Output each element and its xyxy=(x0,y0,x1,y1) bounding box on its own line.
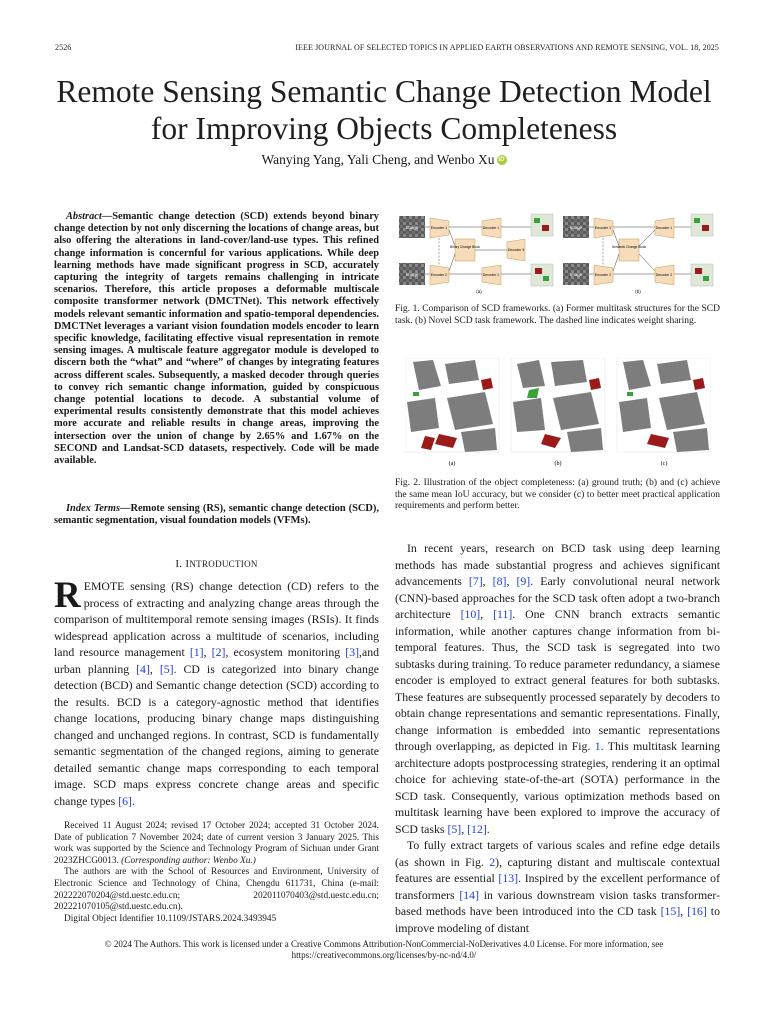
decoder-1-label: Decoder 1 xyxy=(482,226,500,230)
running-header: IEEE JOURNAL OF SELECTED TOPICS IN APPLIED EARTH OBSERVATIONS AND REMOTE SENSING, VOL. 18, 2025 xyxy=(295,43,719,52)
figure-1-panel-a xyxy=(399,214,553,294)
binary-change-label: Binary Change Block xyxy=(450,245,480,249)
index-terms-lead: Index Terms xyxy=(66,503,121,514)
semantic-change-label: Semantic Change Block xyxy=(611,245,647,249)
drop-cap: R xyxy=(54,575,81,616)
figure-1-diagram xyxy=(397,210,719,295)
figure-1-panel-b xyxy=(563,214,713,294)
authors-text: Wanying Yang, Yali Cheng, and Wenbo Xu xyxy=(261,152,495,167)
citation-link[interactable]: [11] xyxy=(493,607,513,621)
paragraph-text: To fully extract targets of various scales and refine edge details (as shown in Fig. xyxy=(395,838,720,869)
intro-text: . xyxy=(131,793,135,808)
section-title: NTRODUCTION xyxy=(189,559,258,569)
output-map-1-patch xyxy=(702,225,709,231)
orcid-icon[interactable]: iD xyxy=(498,157,505,163)
title-line-2: for Improving Objects Completeness xyxy=(150,111,618,146)
output-map-1-patch xyxy=(534,218,540,223)
intro-paragraph xyxy=(54,575,380,809)
abstract-lead: Abstract xyxy=(66,211,102,222)
building xyxy=(673,428,709,452)
citation-link[interactable]: [7] xyxy=(468,574,483,588)
encoder-2-label: Encoder 2 xyxy=(430,273,448,277)
paragraph-text: ), capturing distant and multiscale contextual features are essential xyxy=(395,854,720,885)
citation-link[interactable]: [14] xyxy=(459,887,479,902)
footnote-dates: Received 11 August 2024; revised 17 October 2024; accepted 31 October 2024. Date of publication 7 November 2024; date of current version 3 January 2025. This work was supported by the Science and Technology Program of Sichuan under Grant 2023ZHCG0013. xyxy=(54,821,379,866)
intro-text: . CD is categorized into binary change detection (BCD) and Semantic change detection (SCD) according to the results. BCD is a category-agnostic method that identifies change locations, producing binary change maps distinguishing changed and unchanged regions. In contrast, SCD is fundamentally semantic segmentation of the changed regions, aiming to generate detailed semantic change maps corresponding to each temporal image. SCD maps express concrete change areas and specific change types xyxy=(54,661,380,808)
citation-link[interactable]: [5] xyxy=(159,661,174,676)
panel-a-label: (a) xyxy=(476,289,482,294)
encoder-2-label: Encoder 2 xyxy=(594,273,612,277)
index-terms-text: —Remote sensing (RS), semantic change detection (SCD), semantic segmentation, visual foundation models (VFMs). xyxy=(54,503,379,527)
section-number: I. xyxy=(175,558,186,570)
paragraph-text: . Inspired by the excellent performance of transformers xyxy=(395,871,721,902)
citation-link[interactable]: [4] xyxy=(136,661,150,676)
intro-caps: EMOTE xyxy=(83,579,125,593)
license-url[interactable]: https://creativecommons.org/licenses/by-nc-nd/4.0/ xyxy=(291,950,477,960)
intro-text: , xyxy=(203,645,212,659)
citation-link[interactable]: [3] xyxy=(345,645,360,659)
citation-link[interactable]: [9] xyxy=(516,574,531,588)
building xyxy=(659,392,705,430)
intro-text: sensing (RS) change detection (CD) refers to the process of extracting and analyzing change areas through the comparison of multitemporal remote sensing images (RSIs). It finds widespread application across a multitude of scenarios, including land resource management xyxy=(54,579,379,659)
paragraph-text: in various downstream vision tasks transformer-based methods have been introduced into the CD task xyxy=(395,887,720,918)
paragraph-text: . One CNN branch extracts semantic information, while another captures change information from bi-temporal features. Thus, the SCD task is segregated into two subtasks during training. To reduce parameter redundancy, a siamese encoder is employed to extract general features for both subtasks. These features are subsequently processed separately by decoders to obtain change representations and semantic representations. Finally, change information is embedded into semantic representations through overlapping, as depicted in Fig. xyxy=(395,607,720,753)
output-map-2-patch xyxy=(535,268,542,274)
building xyxy=(657,360,691,384)
output-map-2 xyxy=(691,264,713,286)
building xyxy=(407,398,439,432)
footnote-received xyxy=(54,821,379,867)
decoder-3-label: Decoder 3 xyxy=(507,248,525,252)
paragraph-text: to improve modeling of distant xyxy=(395,904,720,935)
output-map-2-patch xyxy=(695,268,702,274)
paragraph-text: , xyxy=(480,607,494,621)
paragraph-text: . xyxy=(486,821,490,836)
license-notice xyxy=(40,939,728,961)
figure-2-images xyxy=(405,358,711,468)
title-line-1: Remote Sensing Semantic Change Detection Model xyxy=(56,74,712,109)
building xyxy=(513,398,545,432)
author-list xyxy=(0,152,768,168)
building xyxy=(619,398,651,432)
paper-title xyxy=(30,73,738,147)
building xyxy=(553,392,599,430)
figure-2-caption: Fig. 2. Illustration of the object completeness: (a) ground truth; (b) and (c) achieve the same mean IoU accuracy, but we consider (c) to better meet practical application requirements and perform better. xyxy=(395,478,720,512)
license-line: © 2024 The Authors. This work is licensed under a Creative Commons Attribution-NonCommercial-NoDerivatives 4.0 License. For more information, see xyxy=(104,939,664,949)
paragraph xyxy=(395,540,720,837)
change-region xyxy=(693,378,705,390)
building xyxy=(551,360,587,386)
output-map-1-patch xyxy=(694,218,700,223)
encoder-1-label: Encoder 1 xyxy=(430,226,448,230)
figure-2-panel-b xyxy=(511,358,605,467)
image-label: Image xyxy=(405,272,419,277)
figure-2-panel-c xyxy=(617,358,711,467)
citation-link[interactable]: [8] xyxy=(492,574,507,588)
image-label: Image xyxy=(405,225,419,230)
building xyxy=(461,428,497,452)
output-map-2-patch xyxy=(543,276,549,281)
paragraph-text: , xyxy=(506,574,517,588)
right-column-text xyxy=(395,540,720,936)
section-initial: I xyxy=(185,558,190,570)
building xyxy=(445,360,479,384)
figure-2-panel-a xyxy=(405,358,499,467)
intro-text: , xyxy=(149,661,160,676)
index-terms xyxy=(54,503,379,527)
citation-link[interactable]: [10] xyxy=(460,607,481,621)
citation-link[interactable]: [13] xyxy=(498,871,519,885)
page-number: 2526 xyxy=(55,43,72,52)
change-region xyxy=(413,392,419,396)
paragraph-text: . This multitask learning architecture adopts postprocessing strategies, rendering it an optimal choice for achieving state-of-the-art (SOTA) performance in the SCD task. Consequently, various optimization methods based on multitask learning have been explored to improve the accuracy of SCD tasks xyxy=(395,739,720,836)
intro-text: ,and urban planning xyxy=(54,645,380,676)
output-map-1-patch xyxy=(542,225,549,231)
semantic-change-block xyxy=(619,239,639,261)
encoder-1-label: Encoder 1 xyxy=(594,226,612,230)
image-label: Image xyxy=(569,272,583,277)
paragraph-text: . Early convolutional neural network (CNN)-based approaches for the SCD task often adopt a two-branch architecture xyxy=(395,574,720,621)
figure-1-caption: Fig. 1. Comparison of SCD frameworks. (a) Former multitask structures for the SCD task. (b) Novel SCD task framework. The dashed line indicates weight sharing. xyxy=(395,304,720,326)
citation-link[interactable]: [1] xyxy=(189,645,204,659)
figure-link[interactable]: 2 xyxy=(489,854,496,869)
paragraph xyxy=(395,837,720,936)
citation-link[interactable]: [6] xyxy=(118,793,132,808)
paragraph-text: In recent years, research on BCD task using deep learning methods has made substantial progress and achieves significant advancements xyxy=(395,541,720,588)
section-heading xyxy=(54,558,379,570)
paragraph-text: , xyxy=(482,574,493,588)
binary-change-block xyxy=(455,239,475,261)
citation-link[interactable]: [2] xyxy=(211,645,226,659)
paragraph-text: , xyxy=(680,904,688,918)
image-label: Image xyxy=(569,225,583,230)
first-page-footnote xyxy=(54,821,379,925)
figure-link[interactable]: 1 xyxy=(594,739,601,753)
change-region xyxy=(589,378,601,390)
corresponding-author: (Corresponding author: Wenbo Xu.) xyxy=(121,855,256,866)
building xyxy=(447,392,493,430)
decoder-1-label: Decoder 1 xyxy=(655,226,673,230)
panel-b-label: (b) xyxy=(554,461,562,467)
footnote-doi: Digital Object Identifier 10.1109/JSTARS.2024.3493945 xyxy=(64,913,277,924)
output-map-2 xyxy=(531,264,553,286)
citation-link[interactable]: [12] xyxy=(467,821,487,836)
abstract-text: —Semantic change detection (SCD) extends beyond binary change detection by not only discerning the locations of change areas, but also offering the alterations in land-cover/land-use types. This refined change information is concernful for various applications. While deep learning methods have made significant progress in SCD, accurately capturing the integrity of targets remains challenging in intricate scenarios. Therefore, this article proposes a deformable multiscale composite transformer network (DMCTNet). This network effectively models relevant semantic information and spatio-temporal dependencies. DMCTNet leverages a variant vision foundation models encoder to learn specific knowledge, facilitating effective visual representation in remote sensing images. A multiscale feature aggregator module is developed to discern both the “what” and “where” of changes by integrating features across different scales. Subsequently, a masked decoder through queries to convey rich semantic change information, guided by conspicuous change potential locations to decode. A substantial volume of experimental results consistently demonstrate that this model achieves more accurate and reliable results in change areas, improving the intersection over the union of change by 2.65% and 1.67% on the SECOND and Landsat-SCD datasets, respectively. Code will be made available. xyxy=(54,211,379,467)
change-region xyxy=(481,378,493,390)
paragraph-text: , xyxy=(461,821,468,836)
intro-text: , ecosystem monitoring xyxy=(225,645,346,659)
decoder-2-label: Decoder 2 xyxy=(482,273,500,277)
citation-link[interactable]: [16] xyxy=(687,904,707,918)
panel-c-label: (c) xyxy=(660,461,668,467)
building xyxy=(567,428,603,452)
footnote-affiliation: The authors are with the School of Resources and Environment, University of Electronic Science and Technology of China, Chengdu 611731, China (e-mail: 202222070204@std.uestc.edu.cn; 202011070403@std.uestc.edu.cn; 202221070105@std.uestc.edu.cn). xyxy=(54,867,379,913)
panel-a-label: (a) xyxy=(448,461,456,467)
abstract xyxy=(54,211,379,467)
panel-b-label: (b) xyxy=(635,289,641,294)
citation-link[interactable]: [5] xyxy=(447,821,462,836)
change-region xyxy=(627,392,633,396)
output-map-2-patch xyxy=(703,276,709,281)
decoder-2-label: Decoder 2 xyxy=(655,273,673,277)
citation-link[interactable]: [15] xyxy=(660,904,681,918)
